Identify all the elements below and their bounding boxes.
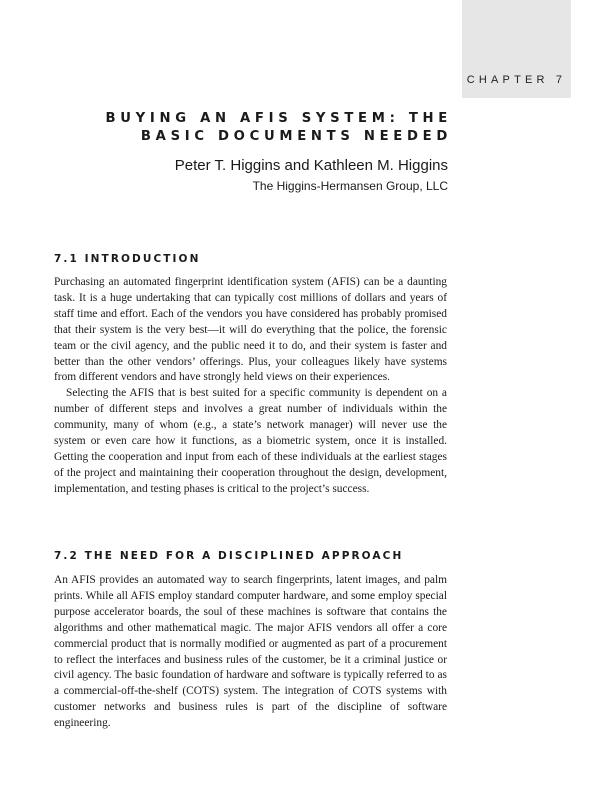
section-heading-disciplined-approach: 7.2 THE NEED FOR A DISCIPLINED APPROACH	[54, 550, 404, 562]
chapter-title-line-2: BASIC DOCUMENTS NEEDED	[140, 129, 452, 144]
paragraph: Purchasing an automated fingerprint identification system (AFIS) can be a daunting task. It is a huge undertaking that can typically cost millions of dollars and years of staff time and effort. Each of the vendors you have considered has probably promised that their system is the very best—it will do everything that the police, the forensic team or the civil agency, and the public need it to do, and their system is faster and better than the other vendors’ offerings. Plus, your colleagues likely have systems from different vendors and have strongly held views on their experiences.	[54, 276, 447, 384]
section-body-disciplined-approach	[54, 573, 447, 732]
affiliation: The Higgins-Hermansen Group, LLC	[252, 179, 448, 193]
authors: Peter T. Higgins and Kathleen M. Higgins	[174, 157, 448, 174]
paragraph: Selecting the AFIS that is best suited for a specific community is dependent on a number of different steps and involves a great number of individuals within the community, many of whom (e.g., a state’s network manager) will never use the system or even care how it functions, as a biometric system, once it is installed. Getting the cooperation and input from each of these individuals at the earliest stages of the project and maintaining their cooperation throughout the design, development, implementation, and testing phases is critical to the project’s success.	[54, 387, 447, 495]
section-body-introduction	[54, 275, 447, 498]
chapter-title-line-1: BUYING AN AFIS SYSTEM: THE	[105, 111, 452, 126]
paragraph: An AFIS provides an automated way to search fingerprints, latent images, and palm prints. While all AFIS employ standard computer hardware, and some employ special purpose accelerator boards, the soul of these machines is software that contains the algorithms and other mathematical magic. The major AFIS vendors all offer a core commercial product that is normally modified or augmented as part of a procurement to reflect the interfaces and business rules of the customer, be it a criminal justice or civil agency. The basic foundation of hardware and software is typically referred to as a commercial-off-the-shelf (COTS) system. The integration of COTS systems with customer networks and business rules is part of the discipline of software engineering.	[54, 574, 447, 730]
section-heading-introduction: 7.1 INTRODUCTION	[54, 253, 201, 265]
chapter-title	[48, 110, 452, 146]
chapter-label: CHAPTER 7	[466, 74, 567, 86]
